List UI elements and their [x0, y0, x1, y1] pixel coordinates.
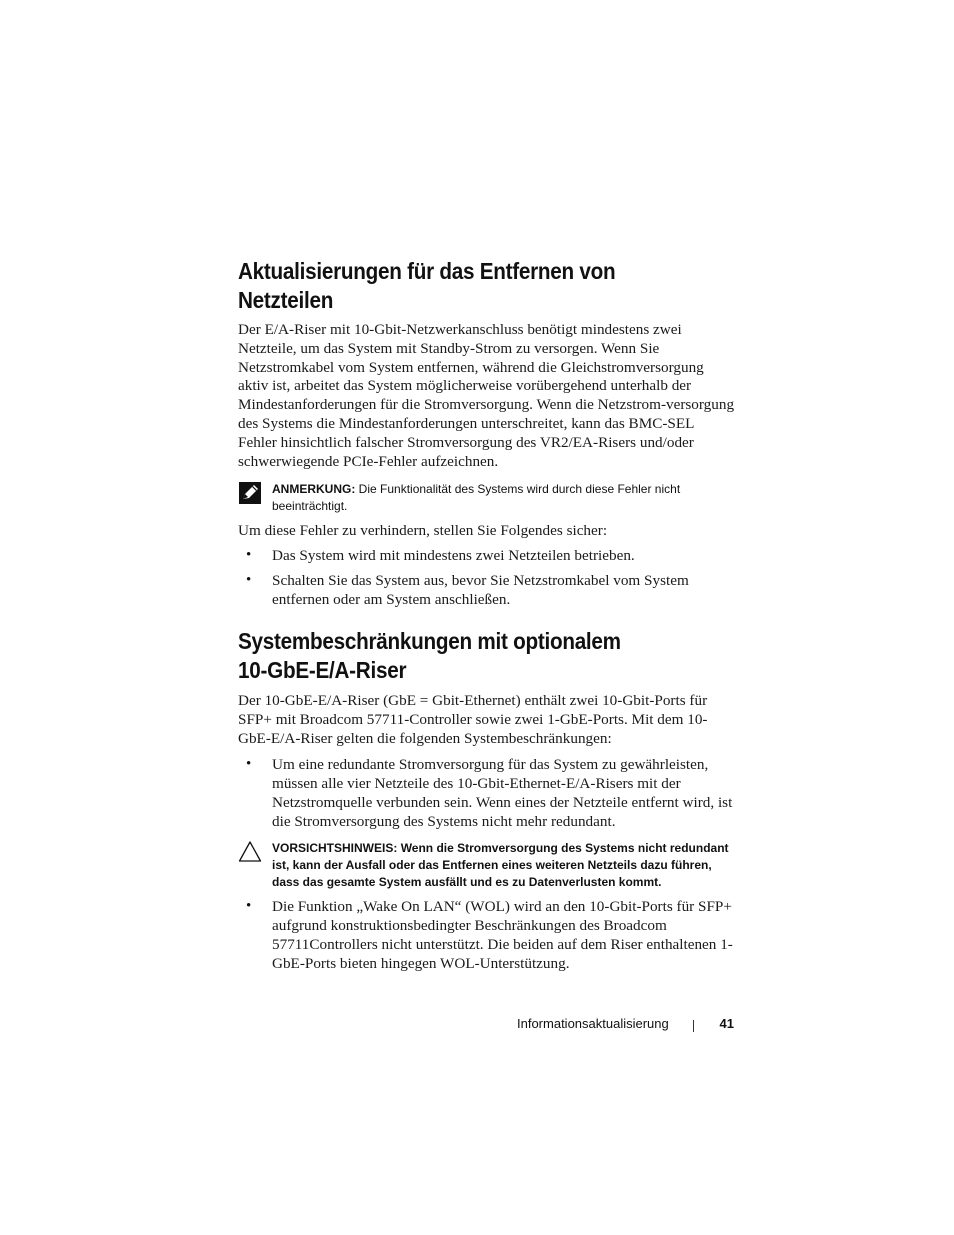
heading-line: Netzteilen [238, 287, 334, 313]
body-paragraph: Der E/A-Riser mit 10-Gbit-Netzwerkanschluss benötigt mindestens zwei Netzteile, um das System mit Standby-Strom zu versorgen. Wenn Sie Netzstromkabel vom System entfernen, während die Gleichstromversorgung aktiv ist, arbeitet das System möglicherweise vorübergehend unterhalb der Mindestanforderungen für die Stromversorgung. Wenn die Netzstrom-versorgung des Systems die Mindestanforderungen unterschreitet, kann das BMC-SEL Fehler hinsichtlich falscher Stromversorgung des VR2/EA-Risers und/oder schwerwiegende PCIe-Fehler aufzeichnen. [238, 321, 735, 470]
intro-text: Um diese Fehler zu verhindern, stellen Sie Folgendes sicher: [238, 522, 608, 539]
heading-line: Systembeschränkungen mit optionalem [238, 628, 621, 654]
note-text [272, 481, 742, 515]
section-heading-power-supply-removal [238, 257, 615, 315]
caution-label: VORSICHTSHINWEIS: [272, 841, 398, 855]
footer-section-title: Informationsaktualisierung [517, 1016, 669, 1031]
note-body: Die Funktionalität des Systems wird durch diese Fehler nicht beeinträchtigt. [272, 482, 681, 513]
list-item-text: Um eine redundante Stromversorgung für das System zu gewährleisten, müssen alle vier Netzteile des 10-Gbit-Ethernet-E/A-Risers mit der Netzstromquelle verbunden sein. Wenn eines der Netzteile entfernt wird, ist die Stromversorgung des Systems nicht mehr redundant. [272, 756, 733, 830]
section-heading-system-restrictions [238, 627, 621, 685]
bullet-icon: • [246, 756, 252, 772]
body-paragraph: Der 10-GbE-E/A-Riser (GbE = Gbit-Ethernet) enthält zwei 10-Gbit-Ports für SFP+ mit Broadcom 57711-Controller sowie zwei 1-GbE-Ports. Mit dem 10-GbE-E/A-Riser gelten die folgenden Systembeschränkungen: [238, 692, 708, 747]
list-item-text: Das System wird mit mindestens zwei Netzteilen betrieben. [272, 547, 635, 564]
footer-divider [693, 1020, 694, 1032]
bullet-icon: • [246, 898, 252, 914]
page-footer [238, 1016, 736, 1036]
caution-text [272, 840, 742, 891]
list-item-text: Schalten Sie das System aus, bevor Sie Netzstromkabel vom System entfernen oder am System anschließen. [272, 572, 689, 608]
list-item-text: Die Funktion „Wake On LAN“ (WOL) wird an den 10-Gbit-Ports für SFP+ aufgrund konstruktionsbedingter Beschränkungen des Broadcom 57711Controllers nicht unterstützt. Die beiden auf dem Riser enthaltenen 1-GbE-Ports bieten hingegen WOL-Unterstützung. [272, 898, 733, 972]
heading-line: Aktualisierungen für das Entfernen von [238, 258, 616, 284]
heading-line: 10-GbE-E/A-Riser [238, 657, 407, 683]
caution-body: Wenn die Stromversorgung des Systems nicht redundant ist, kann der Ausfall oder das Entfernen eines weiteren Netzteils dazu führen, dass das gesamte System ausfällt und es zu Datenverlusten kommt. [272, 841, 729, 889]
bullet-icon: • [246, 572, 252, 588]
bullet-icon: • [246, 547, 252, 563]
page-number: 41 [719, 1016, 734, 1031]
pencil-note-icon [238, 481, 262, 505]
note-label: ANMERKUNG: [272, 482, 356, 496]
warning-triangle-icon [238, 840, 262, 864]
